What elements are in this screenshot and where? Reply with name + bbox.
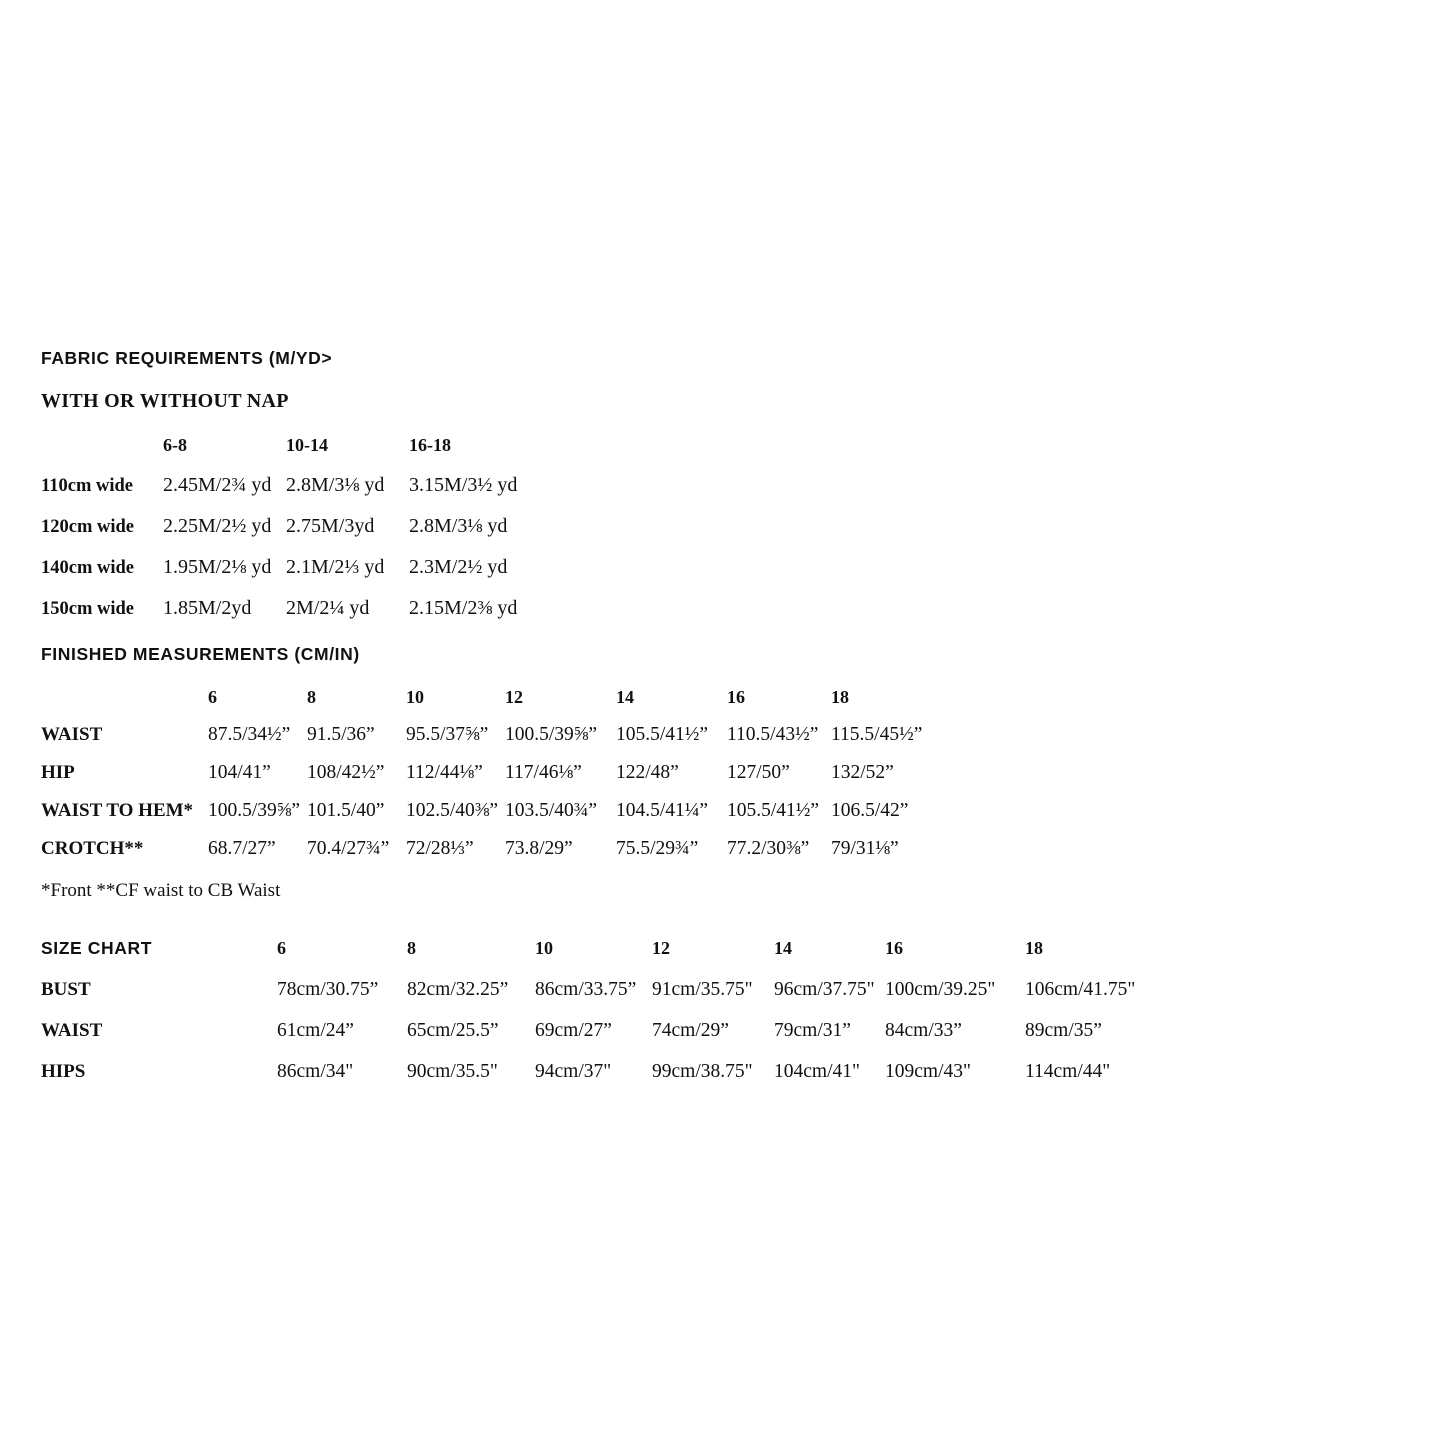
table-row (41, 474, 517, 515)
table-row (41, 1020, 1135, 1061)
size-chart-title: SIZE CHART (41, 938, 152, 958)
row-label: 120cm wide (41, 517, 134, 537)
column-header-10-14: 10-14 (286, 435, 328, 455)
fabric-requirements-table (41, 435, 517, 638)
column-header-8: 8 (407, 938, 416, 958)
cell-value: 1.95M/2⅛ yd (163, 556, 272, 578)
cell-value: 96cm/37.75" (774, 979, 875, 1000)
cell-value: 108/42½” (307, 762, 385, 783)
cell-value: 112/44⅛” (406, 762, 483, 783)
cell-value: 99cm/38.75" (652, 1061, 753, 1082)
row-label: 110cm wide (41, 476, 133, 496)
column-header-14: 14 (616, 687, 634, 707)
table-header-row (41, 938, 1135, 979)
cell-value: 2.8M/3⅛ yd (409, 515, 508, 537)
cell-value: 73.8/29” (505, 838, 573, 859)
cell-value: 101.5/40” (307, 800, 385, 821)
cell-value: 74cm/29” (652, 1020, 729, 1041)
cell-value: 84cm/33” (885, 1020, 962, 1041)
cell-value: 3.15M/3½ yd (409, 474, 518, 496)
cell-value: 72/28⅓” (406, 838, 474, 859)
column-header-16: 16 (727, 687, 745, 707)
cell-value: 104.5/41¼” (616, 800, 709, 821)
finished-measurements-title: FINISHED MEASUREMENTS (CM/IN) (41, 644, 360, 664)
table-row (41, 556, 517, 597)
table-row (41, 838, 922, 876)
cell-value: 61cm/24” (277, 1020, 354, 1041)
cell-value: 1.85M/2yd (163, 597, 252, 619)
column-header-12: 12 (652, 938, 670, 958)
cell-value: 91.5/36” (307, 724, 375, 745)
column-header-blank (41, 435, 163, 474)
cell-value: 106.5/42” (831, 800, 909, 821)
column-header-blank (41, 687, 208, 724)
column-header-8: 8 (307, 687, 316, 707)
cell-value: 104/41” (208, 762, 271, 783)
cell-value: 78cm/30.75” (277, 979, 379, 1000)
table-row (41, 1061, 1135, 1102)
cell-value: 105.5/41½” (616, 724, 709, 745)
cell-value: 2.25M/2½ yd (163, 515, 272, 537)
finished-measurements-section (41, 644, 922, 902)
row-label: 140cm wide (41, 558, 134, 578)
column-header-16: 16 (885, 938, 903, 958)
row-label: HIPS (41, 1061, 86, 1082)
cell-value: 89cm/35” (1025, 1020, 1102, 1041)
row-label: 150cm wide (41, 599, 134, 619)
cell-value: 2.8M/3⅛ yd (286, 474, 385, 496)
cell-value: 79cm/31” (774, 1020, 851, 1041)
cell-value: 86cm/34" (277, 1061, 354, 1082)
cell-value: 106cm/41.75" (1025, 979, 1136, 1000)
cell-value: 110.5/43½” (727, 724, 819, 745)
cell-value: 2M/2¼ yd (286, 597, 370, 619)
cell-value: 127/50” (727, 762, 790, 783)
table-row (41, 515, 517, 556)
column-header-6-8: 6-8 (163, 435, 187, 455)
cell-value: 100.5/39⅝” (505, 724, 598, 745)
cell-value: 82cm/32.25” (407, 979, 509, 1000)
cell-value: 114cm/44" (1025, 1061, 1111, 1082)
column-header-10: 10 (406, 687, 424, 707)
cell-value: 87.5/34½” (208, 724, 291, 745)
row-label: CROTCH** (41, 838, 144, 859)
table-row (41, 724, 922, 762)
row-label: HIP (41, 762, 75, 783)
table-header-row (41, 435, 517, 474)
cell-value: 115.5/45½” (831, 724, 923, 745)
fabric-requirements-section (41, 348, 517, 638)
cell-value: 100cm/39.25" (885, 979, 996, 1000)
column-header-12: 12 (505, 687, 523, 707)
column-header-16-18: 16-18 (409, 435, 451, 455)
cell-value: 122/48” (616, 762, 679, 783)
size-chart-section (41, 938, 1135, 1102)
row-label: WAIST (41, 724, 103, 745)
column-header-6: 6 (208, 687, 217, 707)
table-row (41, 597, 517, 638)
cell-value: 90cm/35.5" (407, 1061, 498, 1082)
table-row (41, 800, 922, 838)
cell-value: 95.5/37⅝” (406, 724, 489, 745)
column-header-6: 6 (277, 938, 286, 958)
row-label: WAIST (41, 1020, 103, 1041)
cell-value: 102.5/40⅜” (406, 800, 499, 821)
row-label: BUST (41, 979, 91, 1000)
cell-value: 105.5/41½” (727, 800, 820, 821)
cell-value: 94cm/37" (535, 1061, 612, 1082)
table-row (41, 762, 922, 800)
cell-value: 75.5/29¾” (616, 838, 699, 859)
cell-value: 117/46⅛” (505, 762, 582, 783)
column-header-14: 14 (774, 938, 792, 958)
cell-value: 2.15M/2⅜ yd (409, 597, 518, 619)
cell-value: 132/52” (831, 762, 894, 783)
cell-value: 2.1M/2⅓ yd (286, 556, 385, 578)
finished-measurements-table (41, 687, 922, 876)
cell-value: 2.45M/2¾ yd (163, 474, 272, 496)
cell-value: 70.4/27¾” (307, 838, 390, 859)
cell-value: 77.2/30⅜” (727, 838, 810, 859)
column-header-10: 10 (535, 938, 553, 958)
column-header-18: 18 (1025, 938, 1043, 958)
fabric-nap-subtitle: WITH OR WITHOUT NAP (41, 390, 289, 412)
cell-value: 2.3M/2½ yd (409, 556, 508, 578)
cell-value: 68.7/27” (208, 838, 276, 859)
fabric-requirements-title: FABRIC REQUIREMENTS (M/YD> (41, 348, 333, 368)
cell-value: 2.75M/3yd (286, 515, 375, 537)
cell-value: 91cm/35.75" (652, 979, 753, 1000)
cell-value: 100.5/39⅝” (208, 800, 301, 821)
cell-value: 65cm/25.5” (407, 1020, 499, 1041)
finished-measurements-footnote: *Front **CF waist to CB Waist (41, 880, 281, 901)
cell-value: 109cm/43" (885, 1061, 971, 1082)
column-header-18: 18 (831, 687, 849, 707)
size-chart-table (41, 938, 1135, 1102)
cell-value: 86cm/33.75” (535, 979, 637, 1000)
row-label: WAIST TO HEM* (41, 800, 194, 821)
cell-value: 69cm/27” (535, 1020, 612, 1041)
cell-value: 104cm/41" (774, 1061, 860, 1082)
cell-value: 103.5/40¾” (505, 800, 598, 821)
cell-value: 79/31⅛” (831, 838, 899, 859)
table-row (41, 979, 1135, 1020)
table-header-row (41, 687, 922, 724)
